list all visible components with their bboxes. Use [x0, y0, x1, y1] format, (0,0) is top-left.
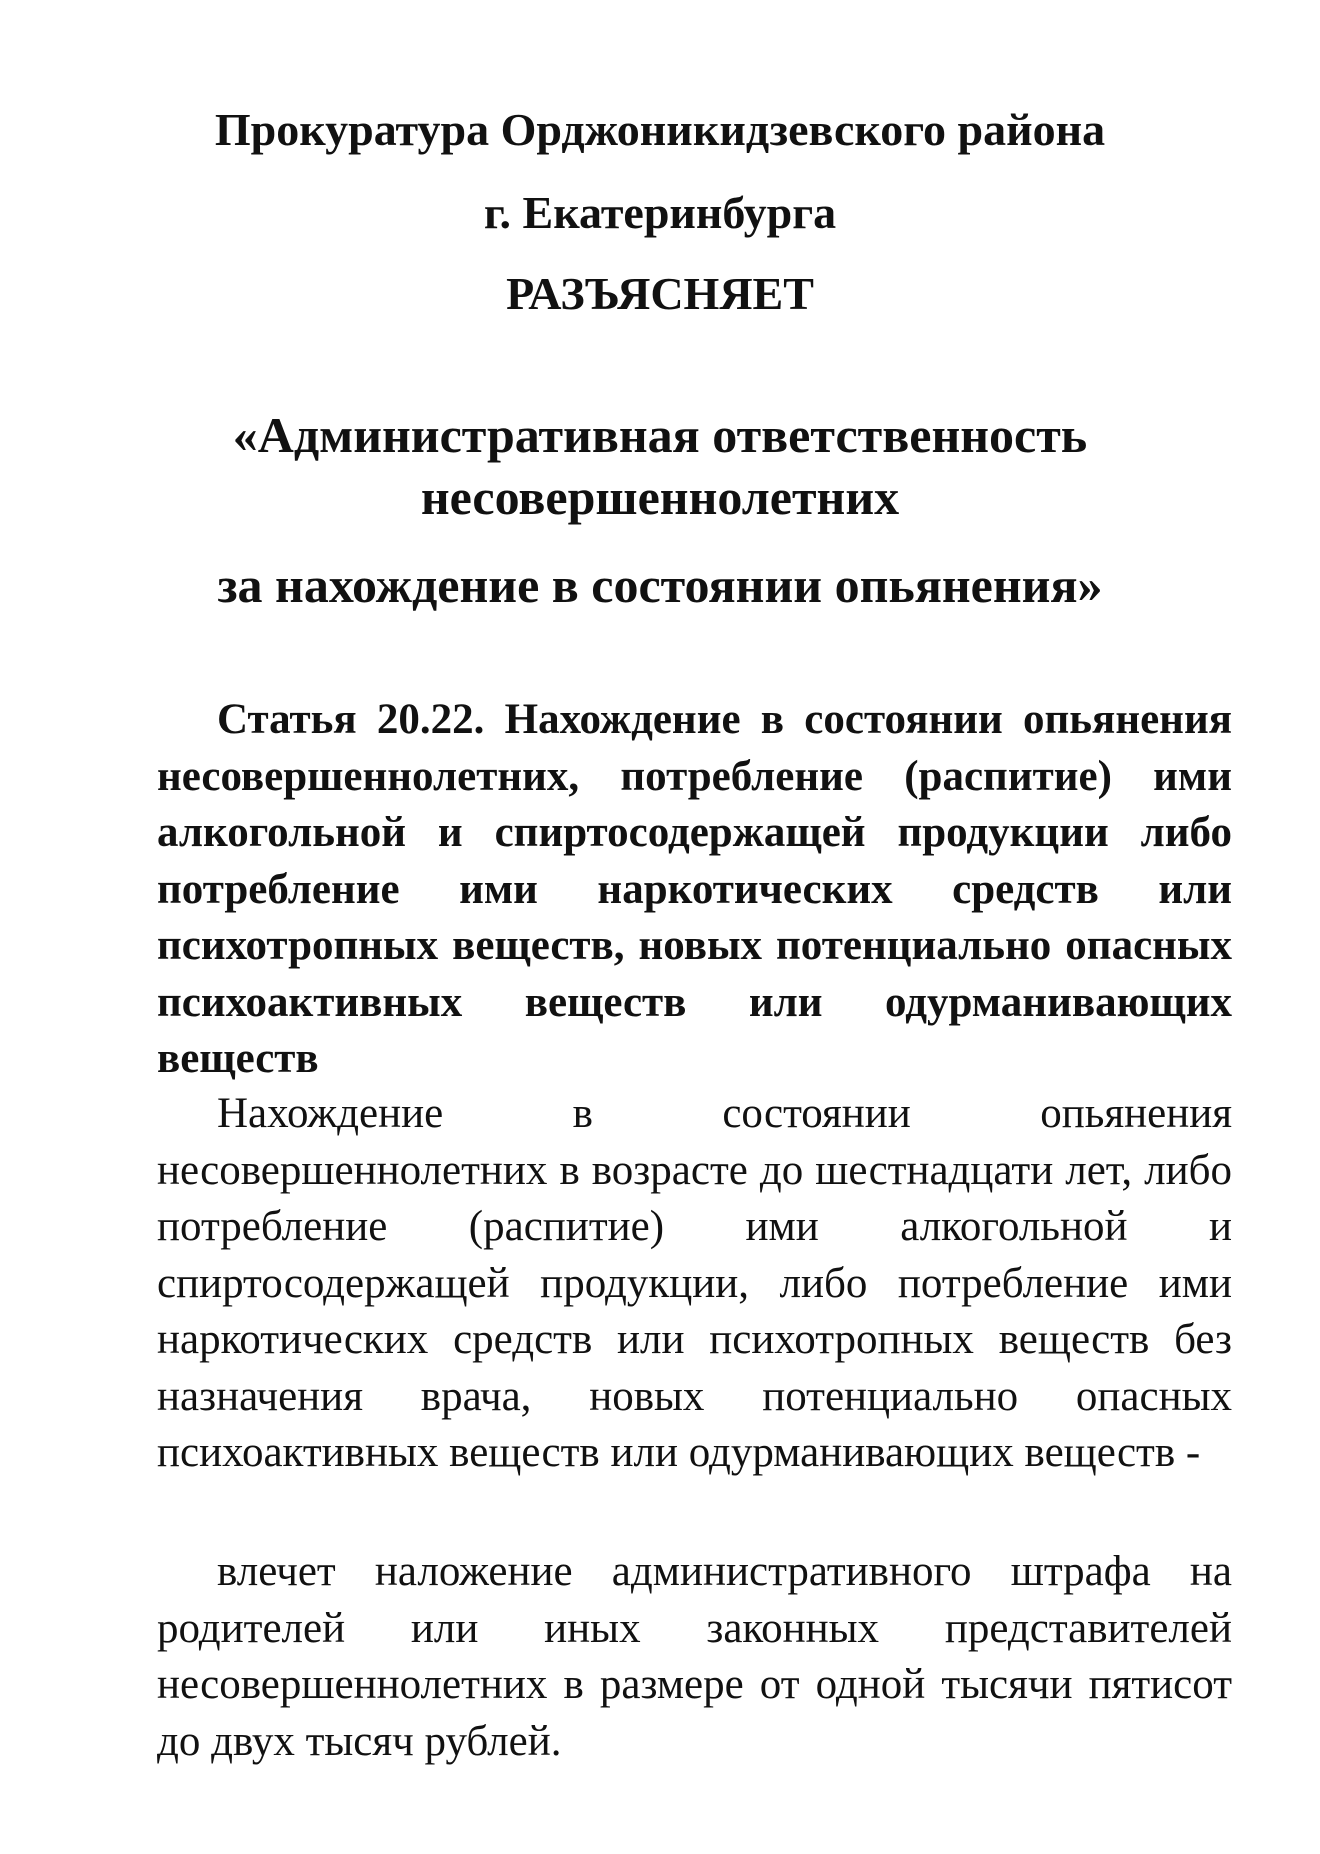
document-title-line-1: «Административная ответственность	[232, 407, 1088, 463]
article-heading: Статья 20.22. Нахождение в состоянии опьянения несовершеннолетних, потребление (распитие) ими алкогольной и спиртосодержащей продукции либо потребление ими наркотических средств или психотропных веществ, новых потенциально опасных психоактивных веществ или одурманивающих веществ	[157, 696, 1232, 1082]
document-title-line-3: за нахождение в состоянии опьянения»	[217, 557, 1103, 613]
document-title-line-2: несовершеннолетних	[420, 469, 900, 525]
organization-city: г. Екатеринбурга	[483, 187, 837, 238]
explains-heading: РАЗЪЯСНЯЕТ	[506, 268, 814, 319]
organization-name: Прокуратура Орджоникидзевского района	[214, 104, 1106, 155]
article-text: Нахождение в состоянии опьянения несовершеннолетних в возрасте до шестнадцати лет, либо потребление (распитие) ими алкогольной и спиртосодержащей продукции, либо потребление ими наркотических средств или психотропных веществ без назначения врача, новых потенциально опасных психоактивных веществ или одурманивающих веществ -	[157, 1090, 1232, 1476]
penalty-paragraph: влечет наложение административного штрафа на родителей или иных законных представителей несовершеннолетних в размере от одной тысячи пятисот до двух тысяч рублей.	[157, 1548, 1232, 1765]
